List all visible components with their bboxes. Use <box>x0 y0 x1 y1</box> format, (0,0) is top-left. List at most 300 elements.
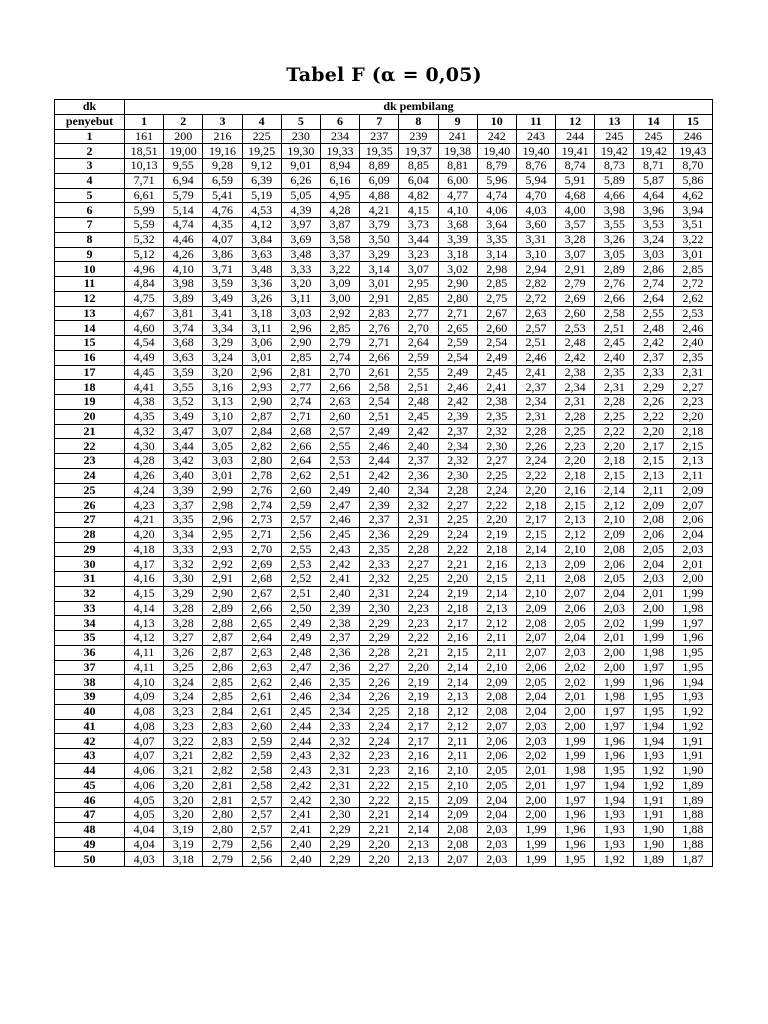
table-cell: 3,64 <box>477 218 516 233</box>
table-cell: 2,10 <box>438 763 477 778</box>
table-cell: 4,41 <box>125 380 164 395</box>
table-cell: 19,35 <box>360 144 399 159</box>
table-cell: 2,02 <box>556 675 595 690</box>
table-cell: 3,14 <box>477 247 516 262</box>
table-cell: 2,54 <box>477 336 516 351</box>
table-cell: 4,16 <box>125 572 164 587</box>
table-cell: 2,36 <box>399 468 438 483</box>
table-cell: 2,12 <box>477 616 516 631</box>
table-cell: 2,98 <box>477 262 516 277</box>
table-cell: 2,68 <box>281 424 320 439</box>
table-cell: 3,24 <box>164 690 203 705</box>
table-cell: 2,60 <box>556 306 595 321</box>
table-cell: 2,23 <box>399 601 438 616</box>
table-cell: 19,38 <box>438 144 477 159</box>
table-cell: 2,18 <box>595 454 634 469</box>
table-cell: 3,00 <box>320 291 359 306</box>
table-cell: 3,42 <box>164 454 203 469</box>
table-cell: 2,31 <box>673 365 712 380</box>
row-header: 31 <box>55 572 125 587</box>
table-cell: 2,37 <box>320 631 359 646</box>
table-cell: 2,51 <box>516 336 555 351</box>
table-cell: 2,31 <box>360 586 399 601</box>
table-cell: 1,95 <box>634 704 673 719</box>
table-cell: 2,89 <box>595 262 634 277</box>
table-cell: 1,93 <box>595 822 634 837</box>
table-cell: 2,29 <box>360 631 399 646</box>
table-cell: 3,34 <box>203 321 242 336</box>
table-cell: 2,29 <box>399 527 438 542</box>
table-cell: 246 <box>673 129 712 144</box>
table-cell: 2,03 <box>516 719 555 734</box>
table-cell: 2,85 <box>203 690 242 705</box>
table-cell: 2,22 <box>516 468 555 483</box>
table-row <box>55 291 713 306</box>
column-header: 9 <box>438 114 477 129</box>
table-cell: 3,19 <box>164 837 203 852</box>
table-cell: 4,11 <box>125 645 164 660</box>
table-cell: 2,42 <box>281 793 320 808</box>
table-row <box>55 763 713 778</box>
table-cell: 2,28 <box>360 645 399 660</box>
table-cell: 9,01 <box>281 159 320 174</box>
table-cell: 3,28 <box>164 616 203 631</box>
table-cell: 1,91 <box>673 749 712 764</box>
table-cell: 3,48 <box>242 262 281 277</box>
table-cell: 2,42 <box>320 557 359 572</box>
table-cell: 2,52 <box>281 572 320 587</box>
table-cell: 2,85 <box>281 350 320 365</box>
table-cell: 2,63 <box>516 306 555 321</box>
table-cell: 2,96 <box>203 513 242 528</box>
table-cell: 2,16 <box>399 749 438 764</box>
table-cell: 2,66 <box>242 601 281 616</box>
table-cell: 2,19 <box>438 586 477 601</box>
table-cell: 1,95 <box>595 763 634 778</box>
table-cell: 2,46 <box>320 513 359 528</box>
table-cell: 4,77 <box>438 188 477 203</box>
table-cell: 3,27 <box>164 631 203 646</box>
table-cell: 1,92 <box>595 852 634 867</box>
table-cell: 3,74 <box>164 321 203 336</box>
table-cell: 2,20 <box>360 837 399 852</box>
table-row <box>55 350 713 365</box>
table-cell: 2,51 <box>595 321 634 336</box>
table-row <box>55 808 713 823</box>
table-cell: 1,98 <box>673 601 712 616</box>
table-cell: 1,88 <box>673 808 712 823</box>
table-cell: 2,21 <box>360 822 399 837</box>
table-cell: 2,56 <box>242 852 281 867</box>
table-cell: 200 <box>164 129 203 144</box>
table-cell: 2,09 <box>595 527 634 542</box>
table-cell: 2,44 <box>281 734 320 749</box>
row-header: 14 <box>55 321 125 336</box>
table-cell: 4,68 <box>556 188 595 203</box>
table-cell: 2,55 <box>634 306 673 321</box>
table-cell: 3,01 <box>673 247 712 262</box>
table-cell: 4,06 <box>125 778 164 793</box>
table-cell: 19,42 <box>634 144 673 159</box>
table-cell: 1,94 <box>634 719 673 734</box>
table-cell: 4,10 <box>438 203 477 218</box>
table-cell: 19,30 <box>281 144 320 159</box>
table-cell: 2,53 <box>556 321 595 336</box>
table-cell: 4,04 <box>125 837 164 852</box>
table-cell: 2,12 <box>595 498 634 513</box>
table-cell: 4,53 <box>242 203 281 218</box>
table-cell: 2,54 <box>360 395 399 410</box>
table-cell: 2,16 <box>477 557 516 572</box>
table-cell: 2,83 <box>203 719 242 734</box>
table-cell: 2,42 <box>438 395 477 410</box>
table-cell: 2,10 <box>438 778 477 793</box>
table-cell: 4,15 <box>125 586 164 601</box>
table-cell: 2,75 <box>477 291 516 306</box>
table-cell: 5,94 <box>516 173 555 188</box>
table-cell: 1,96 <box>634 675 673 690</box>
table-cell: 3,28 <box>164 601 203 616</box>
table-cell: 4,06 <box>125 763 164 778</box>
table-row <box>55 719 713 734</box>
table-cell: 2,12 <box>556 527 595 542</box>
table-cell: 2,38 <box>556 365 595 380</box>
table-cell: 2,99 <box>203 483 242 498</box>
table-cell: 4,06 <box>477 203 516 218</box>
column-header: 15 <box>673 114 712 129</box>
dk-penyebut-header: penyebut <box>55 114 125 129</box>
table-cell: 2,18 <box>516 498 555 513</box>
table-cell: 2,69 <box>242 557 281 572</box>
table-cell: 2,85 <box>399 291 438 306</box>
table-cell: 3,84 <box>242 232 281 247</box>
table-row <box>55 631 713 646</box>
table-cell: 2,40 <box>399 439 438 454</box>
table-cell: 2,30 <box>438 468 477 483</box>
table-cell: 1,93 <box>634 749 673 764</box>
table-cell: 4,35 <box>125 409 164 424</box>
row-header: 6 <box>55 203 125 218</box>
table-cell: 2,55 <box>399 365 438 380</box>
table-cell: 2,51 <box>281 586 320 601</box>
table-cell: 3,57 <box>556 218 595 233</box>
table-cell: 243 <box>516 129 555 144</box>
table-cell: 5,19 <box>242 188 281 203</box>
table-cell: 2,14 <box>438 660 477 675</box>
table-cell: 2,16 <box>556 483 595 498</box>
table-cell: 2,01 <box>595 631 634 646</box>
table-row <box>55 601 713 616</box>
table-cell: 2,26 <box>516 439 555 454</box>
table-cell: 4,17 <box>125 557 164 572</box>
table-cell: 2,42 <box>399 424 438 439</box>
table-cell: 1,99 <box>516 837 555 852</box>
table-cell: 19,43 <box>673 144 712 159</box>
table-cell: 1,98 <box>595 690 634 705</box>
row-header: 39 <box>55 690 125 705</box>
table-cell: 2,26 <box>360 690 399 705</box>
table-cell: 2,42 <box>281 778 320 793</box>
table-cell: 2,59 <box>242 734 281 749</box>
table-cell: 9,12 <box>242 159 281 174</box>
table-cell: 2,77 <box>399 306 438 321</box>
table-cell: 2,77 <box>281 380 320 395</box>
table-cell: 8,74 <box>556 159 595 174</box>
table-cell: 2,93 <box>203 542 242 557</box>
row-header: 43 <box>55 749 125 764</box>
table-cell: 3,36 <box>242 277 281 292</box>
table-cell: 2,04 <box>673 527 712 542</box>
table-cell: 4,10 <box>125 675 164 690</box>
table-cell: 3,48 <box>281 247 320 262</box>
table-cell: 1,99 <box>516 822 555 837</box>
table-cell: 3,52 <box>164 395 203 410</box>
table-cell: 4,20 <box>125 527 164 542</box>
table-cell: 3,49 <box>203 291 242 306</box>
table-cell: 161 <box>125 129 164 144</box>
table-cell: 2,40 <box>595 350 634 365</box>
table-cell: 1,94 <box>595 778 634 793</box>
table-cell: 2,08 <box>477 690 516 705</box>
table-cell: 2,41 <box>516 365 555 380</box>
table-row <box>55 513 713 528</box>
table-cell: 2,09 <box>438 793 477 808</box>
table-cell: 2,74 <box>281 395 320 410</box>
table-cell: 2,03 <box>477 822 516 837</box>
table-cell: 2,04 <box>477 808 516 823</box>
table-cell: 2,51 <box>399 380 438 395</box>
row-header: 50 <box>55 852 125 867</box>
row-header: 7 <box>55 218 125 233</box>
table-cell: 2,25 <box>595 409 634 424</box>
table-cell: 2,13 <box>399 852 438 867</box>
table-cell: 3,28 <box>556 232 595 247</box>
table-cell: 2,30 <box>320 808 359 823</box>
row-header: 16 <box>55 350 125 365</box>
table-cell: 2,68 <box>242 572 281 587</box>
table-cell: 2,70 <box>320 365 359 380</box>
table-cell: 2,11 <box>438 734 477 749</box>
table-cell: 2,00 <box>634 601 673 616</box>
table-row <box>55 852 713 867</box>
table-cell: 3,20 <box>203 365 242 380</box>
table-cell: 1,92 <box>673 704 712 719</box>
table-cell: 3,41 <box>203 306 242 321</box>
table-cell: 1,89 <box>673 793 712 808</box>
table-cell: 1,96 <box>556 808 595 823</box>
table-cell: 1,96 <box>595 734 634 749</box>
column-header: 13 <box>595 114 634 129</box>
table-cell: 2,31 <box>556 395 595 410</box>
table-cell: 2,64 <box>242 631 281 646</box>
table-cell: 2,51 <box>320 468 359 483</box>
table-cell: 2,76 <box>595 277 634 292</box>
table-row <box>55 188 713 203</box>
table-cell: 3,24 <box>203 350 242 365</box>
row-header: 41 <box>55 719 125 734</box>
table-row <box>55 542 713 557</box>
table-row <box>55 247 713 262</box>
table-cell: 3,98 <box>164 277 203 292</box>
table-cell: 1,92 <box>673 719 712 734</box>
table-cell: 230 <box>281 129 320 144</box>
table-cell: 2,07 <box>438 852 477 867</box>
table-row <box>55 424 713 439</box>
table-cell: 8,70 <box>673 159 712 174</box>
row-header: 8 <box>55 232 125 247</box>
table-cell: 3,26 <box>242 291 281 306</box>
table-cell: 2,20 <box>360 852 399 867</box>
table-cell: 2,93 <box>242 380 281 395</box>
table-cell: 2,58 <box>242 763 281 778</box>
column-header: 6 <box>320 114 359 129</box>
table-row <box>55 498 713 513</box>
table-cell: 2,35 <box>477 409 516 424</box>
table-cell: 6,39 <box>242 173 281 188</box>
table-cell: 245 <box>595 129 634 144</box>
table-cell: 5,89 <box>595 173 634 188</box>
table-cell: 2,63 <box>242 645 281 660</box>
table-cell: 2,14 <box>477 586 516 601</box>
dk-pembilang-header: dk pembilang <box>125 100 713 115</box>
table-cell: 2,29 <box>634 380 673 395</box>
table-cell: 2,36 <box>320 645 359 660</box>
table-cell: 4,26 <box>164 247 203 262</box>
header-row-2 <box>55 114 713 129</box>
table-cell: 1,98 <box>634 645 673 660</box>
table-cell: 2,62 <box>281 468 320 483</box>
table-cell: 4,38 <box>125 395 164 410</box>
table-cell: 2,17 <box>399 734 438 749</box>
table-cell: 2,07 <box>556 586 595 601</box>
table-cell: 2,66 <box>281 439 320 454</box>
column-header: 10 <box>477 114 516 129</box>
table-cell: 2,90 <box>242 395 281 410</box>
table-cell: 2,37 <box>399 454 438 469</box>
table-cell: 2,95 <box>203 527 242 542</box>
table-cell: 2,70 <box>399 321 438 336</box>
table-cell: 2,25 <box>360 704 399 719</box>
table-cell: 3,30 <box>164 572 203 587</box>
table-cell: 2,04 <box>477 793 516 808</box>
table-cell: 2,24 <box>438 527 477 542</box>
table-cell: 3,21 <box>164 749 203 764</box>
table-cell: 2,78 <box>242 468 281 483</box>
table-cell: 2,32 <box>320 734 359 749</box>
table-cell: 2,33 <box>360 557 399 572</box>
table-cell: 2,28 <box>399 542 438 557</box>
table-cell: 3,87 <box>320 218 359 233</box>
table-cell: 3,55 <box>164 380 203 395</box>
table-cell: 2,13 <box>556 513 595 528</box>
table-cell: 2,73 <box>242 513 281 528</box>
table-cell: 2,41 <box>281 822 320 837</box>
table-cell: 2,15 <box>595 468 634 483</box>
table-cell: 2,13 <box>399 837 438 852</box>
table-cell: 2,19 <box>477 527 516 542</box>
table-cell: 2,62 <box>242 675 281 690</box>
table-cell: 2,28 <box>516 424 555 439</box>
table-cell: 2,03 <box>673 542 712 557</box>
table-cell: 4,76 <box>203 203 242 218</box>
table-cell: 2,10 <box>516 586 555 601</box>
table-cell: 4,62 <box>673 188 712 203</box>
table-cell: 2,67 <box>477 306 516 321</box>
table-cell: 2,47 <box>320 498 359 513</box>
table-cell: 2,30 <box>320 793 359 808</box>
table-cell: 3,33 <box>281 262 320 277</box>
table-cell: 3,23 <box>164 704 203 719</box>
table-cell: 2,92 <box>320 306 359 321</box>
table-cell: 2,39 <box>360 498 399 513</box>
f-distribution-table <box>54 99 713 867</box>
table-cell: 4,26 <box>125 468 164 483</box>
table-cell: 3,14 <box>360 262 399 277</box>
row-header: 33 <box>55 601 125 616</box>
table-cell: 2,22 <box>438 542 477 557</box>
table-cell: 3,05 <box>595 247 634 262</box>
table-cell: 216 <box>203 129 242 144</box>
table-cell: 2,79 <box>556 277 595 292</box>
table-cell: 2,58 <box>595 306 634 321</box>
table-cell: 2,22 <box>360 793 399 808</box>
row-header: 48 <box>55 822 125 837</box>
table-cell: 2,04 <box>516 704 555 719</box>
table-cell: 2,80 <box>438 291 477 306</box>
table-cell: 1,99 <box>634 631 673 646</box>
table-cell: 3,81 <box>164 306 203 321</box>
table-cell: 4,70 <box>516 188 555 203</box>
table-cell: 225 <box>242 129 281 144</box>
table-cell: 2,62 <box>673 291 712 306</box>
table-cell: 3,07 <box>399 262 438 277</box>
table-cell: 2,20 <box>595 439 634 454</box>
table-cell: 2,84 <box>203 704 242 719</box>
table-cell: 2,88 <box>203 616 242 631</box>
row-header: 47 <box>55 808 125 823</box>
column-header: 14 <box>634 114 673 129</box>
table-cell: 2,38 <box>320 616 359 631</box>
table-cell: 2,83 <box>360 306 399 321</box>
table-cell: 1,95 <box>556 852 595 867</box>
table-cell: 2,40 <box>281 852 320 867</box>
table-cell: 2,80 <box>203 808 242 823</box>
table-cell: 2,46 <box>360 439 399 454</box>
table-cell: 2,23 <box>360 749 399 764</box>
table-cell: 2,17 <box>399 719 438 734</box>
table-cell: 3,01 <box>360 277 399 292</box>
table-cell: 2,01 <box>516 763 555 778</box>
table-row <box>55 822 713 837</box>
table-cell: 2,76 <box>360 321 399 336</box>
table-cell: 2,71 <box>242 527 281 542</box>
row-header: 27 <box>55 513 125 528</box>
table-row <box>55 793 713 808</box>
table-cell: 2,65 <box>438 321 477 336</box>
table-cell: 2,20 <box>516 483 555 498</box>
table-cell: 4,07 <box>203 232 242 247</box>
row-header: 10 <box>55 262 125 277</box>
table-cell: 2,13 <box>438 690 477 705</box>
table-cell: 2,01 <box>634 586 673 601</box>
table-cell: 2,74 <box>320 350 359 365</box>
table-cell: 2,32 <box>399 498 438 513</box>
table-cell: 1,94 <box>634 734 673 749</box>
table-cell: 2,30 <box>477 439 516 454</box>
table-cell: 2,32 <box>477 424 516 439</box>
table-cell: 4,45 <box>125 365 164 380</box>
table-cell: 3,20 <box>164 793 203 808</box>
